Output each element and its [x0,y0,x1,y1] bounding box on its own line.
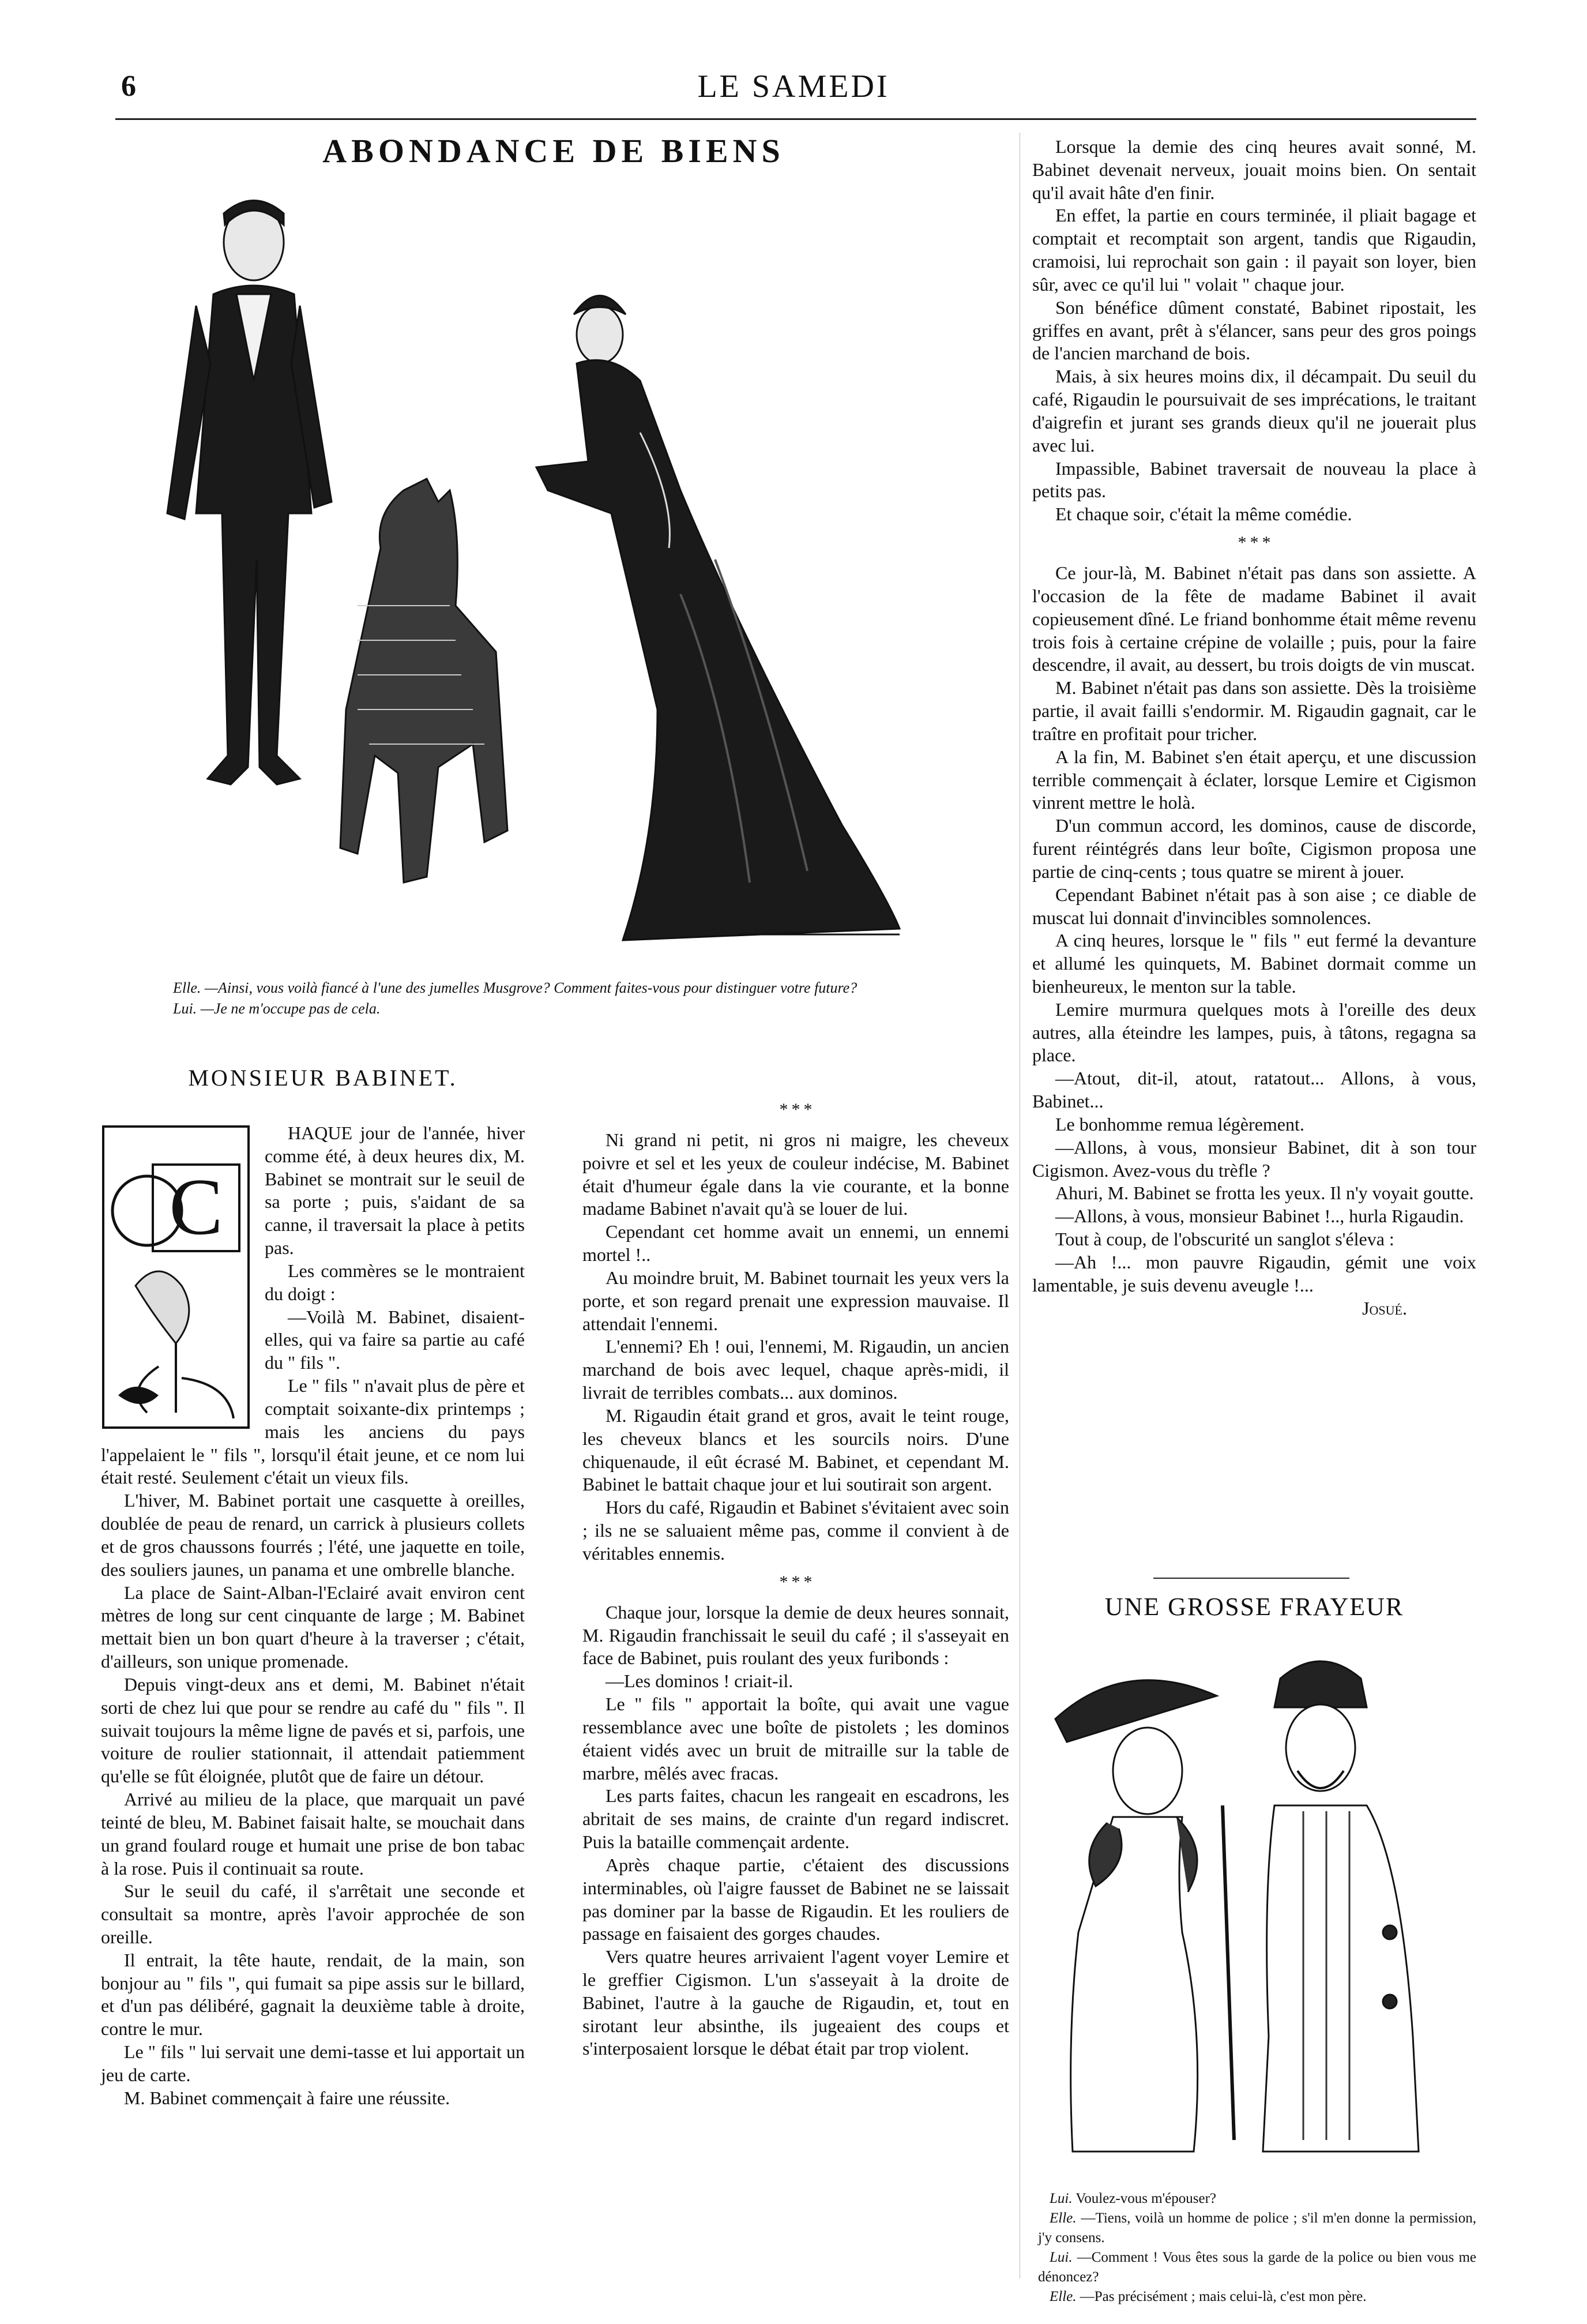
paragraph: HAQUE jour de l'année, hiver comme été, à deux heures dix, M. Babinet se montrait sur le seuil de sa porte ; puis, s'aidant de sa canne, il traversait la place à petits pas. [265,1122,525,1259]
illustration-title: ABONDANCE DE BIENS [322,132,785,170]
page-number: 6 [121,70,136,103]
article-column-left [101,1122,525,2110]
caption-line [138,978,1009,998]
paragraph: —Allons, à vous, monsieur Babinet !.., hurla Rigaudin. [1055,1206,1464,1227]
author-signature: Josué. [1362,1297,1407,1319]
paragraph: Arrivé au milieu de la place, que marquait un pavé teinté de bleu, M. Babinet faisait halte, se mouchait dans un grand foulard rouge et humait une prise de bon tabac à la rose. Puis il continuait sa route. [101,1789,525,1879]
paragraph: Le " fils " n'avait plus de père et comptait soixante-dix printemps ; mais les anciens du pays l'appelaient le " fils ", lorsqu'il était jeune, et ce nom lui était resté. Seulement c'était un vieux fils. [101,1375,525,1488]
paragraph: D'un commun accord, les dominos, cause de discorde, furent réintégrés dans leur boîte, Cigismon proposa une partie de cinq-cents ; tous quatre se mirent à jouer. [1032,815,1476,882]
caption-line [1038,2209,1476,2248]
paragraph: Ni grand ni petit, ni gros ni maigre, les cheveux poivre et sel et les yeux de couleur indécise, M. Babinet était d'humeur égale dans la vie courante, et la bonne madame Babinet n'avait qu'à se louer de lui. [582,1129,1009,1219]
paragraph: —Les dominos ! criait-il. [606,1670,794,1692]
paragraph: En effet, la partie en cours terminée, il pliait bagage et comptait et recomptait son argent, tandis que Rigaudin, cramoisi, lui reprochait son gain : il payait son loyer, bien sûr, avec ce qu'il lui " volait " chaque jour. [1032,205,1476,295]
caption-text: —Ainsi, vous voilà fiancé à l'une des jumelles Musgrove? Comment faites-vous pour distinguer votre future? [204,979,858,996]
caption-text: Voulez-vous m'épouser? [1075,2191,1216,2206]
paragraph: M. Babinet commençait à faire une réussite. [124,2087,450,2108]
paragraph: Tout à coup, de l'obscurité un sanglot s'éleva : [1055,1229,1394,1250]
engraving-couple-with-armchair [104,190,1015,963]
svg-text:C: C [169,1162,223,1252]
paragraph: Il entrait, la tête haute, rendait, de la main, son bonjour au " fils ", qui fumait sa pipe assis sur le billard, et d'un pas délibéré, gagnait la deuxième table à droite, contre le mur. [101,1949,525,2040]
section-separator-stars: * * * [779,1100,813,1119]
paragraph: L'hiver, M. Babinet portait une casquette à oreilles, doublée de peau de renard, un carrick à plusieurs collets et de gros chaussons fourrés ; l'été, une jaquette en toile, des souliers jaunes, un panama et une ombrelle blanche. [101,1490,525,1580]
paragraph: Impassible, Babinet traversait de nouveau la place à petits pas. [1032,457,1476,502]
caption-speaker: Elle. [1050,2289,1077,2304]
cartoon-woman-and-policeman [1044,1632,1471,2175]
paragraph: Chaque jour, lorsque la demie de deux heures sonnait, M. Rigaudin franchissait le seuil du café ; il s'asseyait en face de Babinet, puis roulant des yeux furibonds : [582,1601,1009,1669]
caption-speaker: Lui. [1050,2191,1073,2206]
paragraph: —Ah !... mon pauvre Rigaudin, gémit une voix lamentable, je suis devenu aveugle !... [1032,1251,1476,1296]
paragraph: Ahuri, M. Babinet se frotta les yeux. Il n'y voyait goutte. [1055,1182,1474,1204]
header-rule [115,118,1476,120]
caption-line [1038,2248,1476,2287]
paragraph: Et chaque soir, c'était la même comédie. [1055,504,1352,525]
paragraph: M. Rigaudin était grand et gros, avait le teint rouge, les cheveux blancs et les sourcils noirs. D'une chiquenaude, il eût écrasé M. Babinet, et cependant M. Babinet le battait chaque jour et lui soutirait son argent. [582,1405,1009,1495]
paragraph: —Atout, dit-il, atout, ratatout... Allons, à vous, Babinet... [1032,1068,1476,1112]
article-column-middle [582,1093,1009,2060]
paragraph: Les commères se le montraient du doigt : [265,1260,525,1304]
caption-speaker: Lui. [173,1000,197,1017]
paragraph: Sur le seuil du café, il s'arrêtait une seconde et consultait sa montre, après l'avoir approchée de son oreille. [101,1880,525,1947]
paragraph: Les parts faites, chacun les rangeait en escadrons, les abritait de ses mains, de crainte d'un regard indiscret. Puis la bataille commençait ardente. [582,1785,1009,1853]
paragraph: —Voilà M. Babinet, disaient-elles, qui va faire sa partie au café du " fils ". [265,1306,525,1373]
caption-text: —Tiens, voilà un homme de police ; s'il m'en donne la permission, j'y consens. [1038,2210,1476,2246]
caption-speaker: Elle. [1050,2210,1077,2226]
paragraph: La place de Saint-Alban-l'Eclairé avait environ cent mètres de long sur cent cinquante de large ; M. Babinet mettait bien un bon quart d'heure à la traverser ; c'était, d'ailleurs, son unique promenade. [101,1582,525,1672]
caption-line [1038,2189,1476,2209]
paragraph: Mais, à six heures moins dix, il décampait. Du seuil du café, Rigaudin le poursuivait de ses imprécations, le traitant d'aigrefin et jurant ses grands dieux qu'il ne jouerait plus avec lui. [1032,366,1476,456]
paragraph: —Allons, à vous, monsieur Babinet, dit à son tour Cigismon. Avez-vous du trèfle ? [1032,1136,1476,1181]
paragraph: L'ennemi? Eh ! oui, l'ennemi, M. Rigaudin, un ancien marchand de bois avec lequel, chaque après-midi, il livrait de terribles combats... aux dominos. [582,1336,1009,1403]
paragraph: A cinq heures, lorsque le " fils " eut fermé la devanture et allumé les quinquets, M. Babinet dormait comme un bienheureux, le menton sur la table. [1032,930,1476,997]
caption-text: —Je ne m'occupe pas de cela. [200,1000,381,1017]
caption-line [138,998,1009,1019]
article-column-right [1032,136,1476,1320]
paragraph: Le " fils " apportait la boîte, qui avait une vague ressemblance avec une boîte de pistolets ; les dominos étaient vidés avec un bruit de mitraille sur la table de marbre, mêlés avec fracas. [582,1694,1009,1784]
caption-speaker: Lui. [1050,2250,1073,2265]
paragraph: Cependant cet homme avait un ennemi, un ennemi mortel !.. [582,1221,1009,1266]
cartoon-caption [1038,2189,1476,2307]
paragraph: Vers quatre heures arrivaient l'agent voyer Lemire et le greffier Cigismon. L'un s'asseyait à la droite de Babinet, l'autre à la gauche de Rigaudin, et, tout en sirotant leur absinthe, ils jugeaient des coups et s'interposaient lorsque le débat était par trop violent. [582,1946,1009,2059]
section-separator-stars: * * * [779,1572,813,1591]
paragraph: Le " fils " lui servait une demi-tasse et lui apportait un jeu de carte. [101,2041,525,2085]
masthead: LE SAMEDI [697,69,890,104]
paragraph: Ce jour-là, M. Babinet n'était pas dans son assiette. A l'occasion de la fête de madame Babinet il avait copieusement dîné. Le friand bonhomme était même revenu trois fois à certaine crépine de volaille ; puis, pour la faire descendre, il avait, au dessert, bu trois doigts de vin muscat. [1032,562,1476,675]
paragraph: M. Babinet n'était pas dans son assiette. Dès la troisième partie, il avait failli s'endormir. M. Rigaudin gagnait, car le traître en profitait pour tricher. [1032,677,1476,744]
paragraph: Au moindre bruit, M. Babinet tournait les yeux vers la porte, et son regard prenait une expression mauvaise. Il attendait l'ennemi. [582,1267,1009,1334]
caption-text: —Comment ! Vous êtes sous la garde de la police ou bien vous me dénoncez? [1038,2250,1476,2285]
caption-text: —Pas précisément ; mais celui-là, c'est mon père. [1080,2289,1367,2304]
section-separator-stars: * * * [1238,533,1271,553]
paragraph: Le bonhomme remua légèrement. [1055,1113,1304,1135]
paragraph: Son bénéfice dûment constaté, Babinet ripostait, les griffes en avant, prêt à s'élancer, sans peur des gros poings de l'ancien marchand de bois. [1032,296,1476,364]
paragraph: Depuis vingt-deux ans et demi, M. Babinet n'était sorti de chez lui que pour se rendre au café du " fils ". Il suivait toujours la même ligne de pavés et si, parfois, une voiture de roulier stationnait, il attendait patiemment qu'elle se fût éloignée, plutôt que de faire un détour. [101,1673,525,1787]
section-rule [1153,1578,1349,1579]
paragraph: Hors du café, Rigaudin et Babinet s'évitaient avec soin ; ils ne se saluaient même pas, comme il convient à de véritables ennemis. [582,1497,1009,1564]
paragraph: Lorsque la demie des cinq heures avait sonné, M. Babinet devenait nerveux, jouait moins bien. On sentait qu'il avait hâte d'en finir. [1032,136,1476,203]
paragraph: A la fin, M. Babinet s'en était aperçu, et une discussion terrible commençait à éclater, lorsque Lemire et Cigismon vinrent mettre le holà. [1032,746,1476,813]
caption-line [1038,2287,1476,2307]
article-title: MONSIEUR BABINET. [188,1065,458,1091]
paragraph: Lemire murmura quelques mots à l'oreille des deux autres, alla éteindre les lampes, puis, à tâtons, regagna sa place. [1032,998,1476,1066]
paragraph: Après chaque partie, c'étaient des discussions interminables, où l'aigre fausset de Babinet ne se laissait pas dominer par la basse de Rigaudin. Et les rouliers de passage en faisaient des gorges chaudes. [582,1854,1009,1944]
paragraph: Cependant Babinet n'était pas à son aise ; ce diable de muscat lui donnait d'invincibles somnolences. [1032,884,1476,928]
dropcap-c-lotus-ornament [101,1124,251,1430]
caption-speaker: Elle. [173,979,201,996]
illustration-caption [138,978,1009,1019]
cartoon-title: UNE GROSSE FRAYEUR [1104,1593,1404,1621]
